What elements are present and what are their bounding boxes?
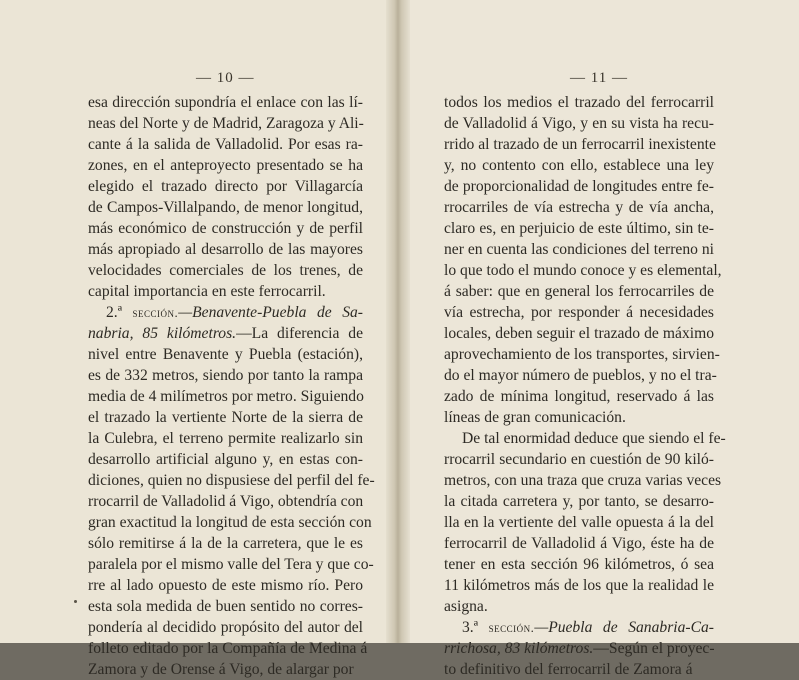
text-line: to definitivo del ferrocarril de Zamora á bbox=[444, 661, 693, 678]
text-line: media de 4 milímetros por metro. Siguiendo bbox=[88, 388, 364, 405]
text-line: sólo remitirse á la de la carretera, que le es bbox=[88, 535, 363, 552]
text-line: do el mayor número de pueblos, y no el tra- bbox=[444, 367, 717, 384]
text-line: zones, en el anteproyecto presentado se ha bbox=[88, 157, 363, 174]
text-line: de Valladolid á Vigo, y en su vista ha recu- bbox=[444, 115, 714, 132]
text-line: Zamora y de Orense á Vigo, de alargar por bbox=[88, 661, 354, 678]
text-line: diciones, quien no dispusiese del perfil del fe- bbox=[88, 472, 375, 489]
text-line: paralela por el mismo valle del Tera y que co- bbox=[88, 556, 374, 573]
right-page-number: — 11 — bbox=[570, 70, 628, 86]
text-line: más económico de construcción y de perfil bbox=[88, 220, 363, 237]
text-line-segment: —Puebla de Sanabria-Ca- bbox=[534, 619, 714, 636]
text-line: la citada carretera y, por tanto, se desarro- bbox=[444, 493, 714, 510]
text-line: pondería al decidido propósito del autor del bbox=[88, 619, 363, 636]
text-line: rrocarriles de vía estrecha y de vía ancha, bbox=[444, 199, 714, 216]
text-line: líneas de gran comunicación. bbox=[444, 409, 626, 426]
text-line: locales, deben seguir el trazado de máximo bbox=[444, 325, 714, 342]
text-line: cante á la salida de Valladolid. Por esas ra- bbox=[88, 136, 363, 153]
text-line-segment: nabria, 85 kilómetros. bbox=[88, 325, 237, 342]
text-line: De tal enormidad deduce que siendo el fe- bbox=[462, 430, 726, 447]
text-line: aprovechamiento de los transportes, sirvien- bbox=[444, 346, 720, 363]
left-page-text bbox=[88, 92, 375, 680]
text-line: de proporcionalidad de longitudes entre fe- bbox=[444, 178, 714, 195]
text-line: desarrollo artificial alguno y, en estas con- bbox=[88, 451, 363, 468]
text-line: más apropiado al desarrollo de las mayores bbox=[88, 241, 363, 258]
text-line bbox=[88, 302, 363, 323]
text-line-segment: sección. bbox=[132, 305, 179, 320]
text-line-segment: —Benavente-Puebla de Sa- bbox=[178, 304, 363, 321]
right-page-text bbox=[444, 92, 726, 680]
text-line-segment: 2.ª bbox=[106, 304, 133, 321]
text-line: neas del Norte y de Madrid, Zaragoza y Ali- bbox=[88, 115, 364, 132]
text-line: todos los medios el trazado del ferrocarril bbox=[444, 94, 714, 111]
text-line: tener en esta sección 96 kilómetros, ó sea bbox=[444, 556, 714, 573]
text-line: rrocarril secundario en cuestión de 90 kiló- bbox=[444, 451, 714, 468]
text-line: ner en cuenta las condiciones del terreno ni bbox=[444, 241, 714, 258]
text-line bbox=[444, 617, 714, 638]
text-line: rrocarril de Valladolid á Vigo, obtendría con bbox=[88, 493, 364, 510]
text-line bbox=[444, 638, 714, 659]
text-line: lo que todo el mundo conoce y es elemental, bbox=[444, 262, 722, 279]
text-line-segment: —Según el proyec- bbox=[593, 640, 715, 657]
left-page-number: — 10 — bbox=[196, 70, 255, 86]
text-line: rre al lado opuesto de este mismo río. Pero bbox=[88, 577, 363, 594]
text-line: gran exactitud la longitud de esta sección con bbox=[88, 514, 372, 531]
text-line: zado de mínima longitud, reservado á las bbox=[444, 388, 714, 405]
text-line: de Campos-Villalpando, de menor longitud, bbox=[88, 199, 363, 216]
text-line: velocidades comerciales de los trenes, de bbox=[88, 262, 363, 279]
text-line: y, no contento con ello, establece una ley bbox=[444, 157, 714, 174]
text-line-segment: —La diferencia de bbox=[236, 325, 364, 342]
text-line: folleto editado por la Compañía de Medina á bbox=[88, 640, 368, 657]
text-line-segment: sección. bbox=[488, 620, 535, 635]
text-line: es de 332 metros, siendo por tanto la rampa bbox=[88, 367, 363, 384]
ink-speck bbox=[74, 600, 77, 603]
text-line: nivel entre Benavente y Puebla (estación), bbox=[88, 346, 363, 363]
text-line: metros, con una traza que cruza varias veces bbox=[444, 472, 722, 489]
text-line: ferrocarril de Valladolid á Vigo, éste ha de bbox=[444, 535, 714, 552]
text-line: á saber: que en general los ferrocarriles de bbox=[444, 283, 714, 300]
text-line: lla en la vertiente del valle opuesta á la del bbox=[444, 514, 714, 531]
text-line: esta sola medida de buen sentido no corres- bbox=[88, 598, 363, 615]
text-line: rrido al trazado de un ferrocarril inexistente bbox=[444, 136, 716, 153]
text-line: asigna. bbox=[444, 598, 488, 615]
text-line: capital importancia en este ferrocarril. bbox=[88, 283, 326, 300]
text-line-segment: 3.ª bbox=[462, 619, 489, 636]
text-line: claro es, en perjuicio de este último, sin te- bbox=[444, 220, 714, 237]
text-line: elegido el trazado directo por Villagarcía bbox=[88, 178, 363, 195]
book-gutter bbox=[386, 0, 410, 643]
text-line: vía estrecha, por responder á necesidades bbox=[444, 304, 714, 321]
text-line-segment: rrichosa, 83 kilómetros. bbox=[444, 640, 594, 657]
text-line: 11 kilómetros más de los que la realidad le bbox=[444, 577, 714, 594]
text-line: esa dirección supondría el enlace con las lí- bbox=[88, 94, 363, 111]
text-line: el trazado la vertiente Norte de la sierra de bbox=[88, 409, 363, 426]
text-line bbox=[88, 323, 363, 344]
text-line: la Culebra, el terreno permite realizarlo sin bbox=[88, 430, 363, 447]
